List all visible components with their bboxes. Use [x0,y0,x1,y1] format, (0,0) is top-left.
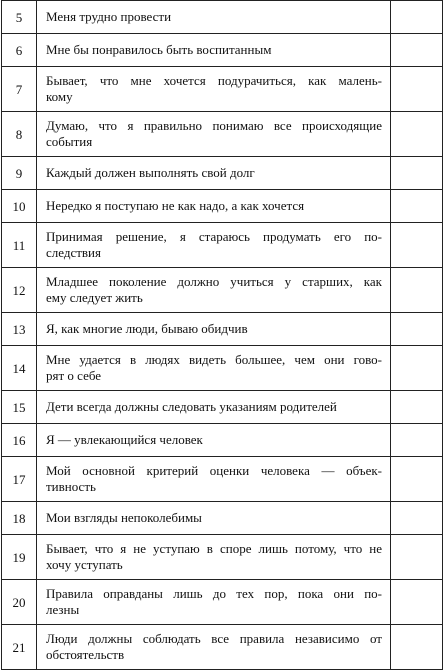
question-text [37,535,391,580]
question-text-line: Бывает, что мне хочется подурачиться, как малень- [46,73,382,88]
table-row [2,157,443,190]
question-text [37,190,391,223]
answer-cell[interactable] [391,625,443,670]
answer-cell[interactable] [391,424,443,457]
question-text-line: Мне удается в людях видеть большее, чем они гово- [46,352,382,367]
question-text [37,67,391,112]
question-number: 17 [2,457,37,502]
question-text-line: следствия [46,245,101,260]
question-text [37,157,391,190]
question-number: 12 [2,268,37,313]
question-text [37,268,391,313]
question-text [37,625,391,670]
answer-cell[interactable] [391,313,443,346]
question-number: 7 [2,67,37,112]
answer-cell[interactable] [391,535,443,580]
question-text [37,580,391,625]
answer-cell[interactable] [391,580,443,625]
question-number: 19 [2,535,37,580]
question-number: 16 [2,424,37,457]
table-row [2,1,443,34]
table-row [2,268,443,313]
question-text-line: ему следует жить [46,290,143,305]
table-row [2,346,443,391]
table-row [2,34,443,67]
answer-cell[interactable] [391,268,443,313]
question-text-line: хочу уступать [46,557,123,572]
question-text [37,223,391,268]
table-row [2,313,443,346]
questionnaire-body [2,1,443,670]
question-number: 10 [2,190,37,223]
question-number: 13 [2,313,37,346]
question-number: 14 [2,346,37,391]
question-text-line: Мой основной критерий оценки человека — объек- [46,463,382,478]
question-text-line: Я — увлекающийся человек [46,432,203,447]
question-number: 8 [2,112,37,157]
answer-cell[interactable] [391,34,443,67]
answer-cell[interactable] [391,67,443,112]
table-row [2,112,443,157]
question-text [37,346,391,391]
table-row [2,457,443,502]
table-row [2,391,443,424]
question-text-line: Я, как многие люди, бываю обидчив [46,321,248,336]
question-text [37,502,391,535]
question-text [37,313,391,346]
questionnaire-table [1,0,443,670]
question-text [37,112,391,157]
answer-cell[interactable] [391,112,443,157]
question-number: 11 [2,223,37,268]
question-text-line: Младшее поколение должно учиться у старших, как [46,274,382,289]
table-row [2,502,443,535]
table-row [2,424,443,457]
question-text-line: Каждый должен выполнять свой долг [46,165,255,180]
question-text-line: тивность [46,479,96,494]
question-number: 20 [2,580,37,625]
question-text-line: Мне бы понравилось быть воспитанным [46,42,272,57]
question-text-line: рят о себе [46,368,102,383]
answer-cell[interactable] [391,502,443,535]
question-text [37,391,391,424]
question-number: 21 [2,625,37,670]
answer-cell[interactable] [391,346,443,391]
table-row [2,625,443,670]
table-row [2,223,443,268]
question-text-line: Принимая решение, я стараюсь продумать его по- [46,229,382,244]
question-text [37,34,391,67]
table-row [2,535,443,580]
question-text [37,1,391,34]
question-text-line: события [46,134,93,149]
answer-cell[interactable] [391,457,443,502]
table-row [2,580,443,625]
question-text-line: Люди должны соблюдать все правила независимо от [46,631,382,646]
question-text-line: обстоятельств [46,647,125,662]
answer-cell[interactable] [391,1,443,34]
question-text-line: Мои взгляды непоколебимы [46,510,202,525]
question-text-line: Бывает, что я не уступаю в споре лишь потому, что не [46,541,382,556]
question-number: 18 [2,502,37,535]
question-text [37,457,391,502]
question-number: 9 [2,157,37,190]
question-text-line: Дети всегда должны следовать указаниям родителей [46,399,337,414]
question-text-line: Меня трудно провести [46,9,172,24]
question-number: 6 [2,34,37,67]
answer-cell[interactable] [391,190,443,223]
question-text-line: кому [46,89,73,104]
question-text-line: Нередко я поступаю не как надо, а как хочется [46,198,305,213]
question-text [37,424,391,457]
question-number: 15 [2,391,37,424]
answer-cell[interactable] [391,223,443,268]
question-number: 5 [2,1,37,34]
table-row [2,190,443,223]
question-text-line: Думаю, что я правильно понимаю все происходящие [46,118,382,133]
question-text-line: лезны [46,602,80,617]
question-text-line: Правила оправданы лишь до тех пор, пока они по- [46,586,382,601]
answer-cell[interactable] [391,391,443,424]
table-row [2,67,443,112]
answer-cell[interactable] [391,157,443,190]
